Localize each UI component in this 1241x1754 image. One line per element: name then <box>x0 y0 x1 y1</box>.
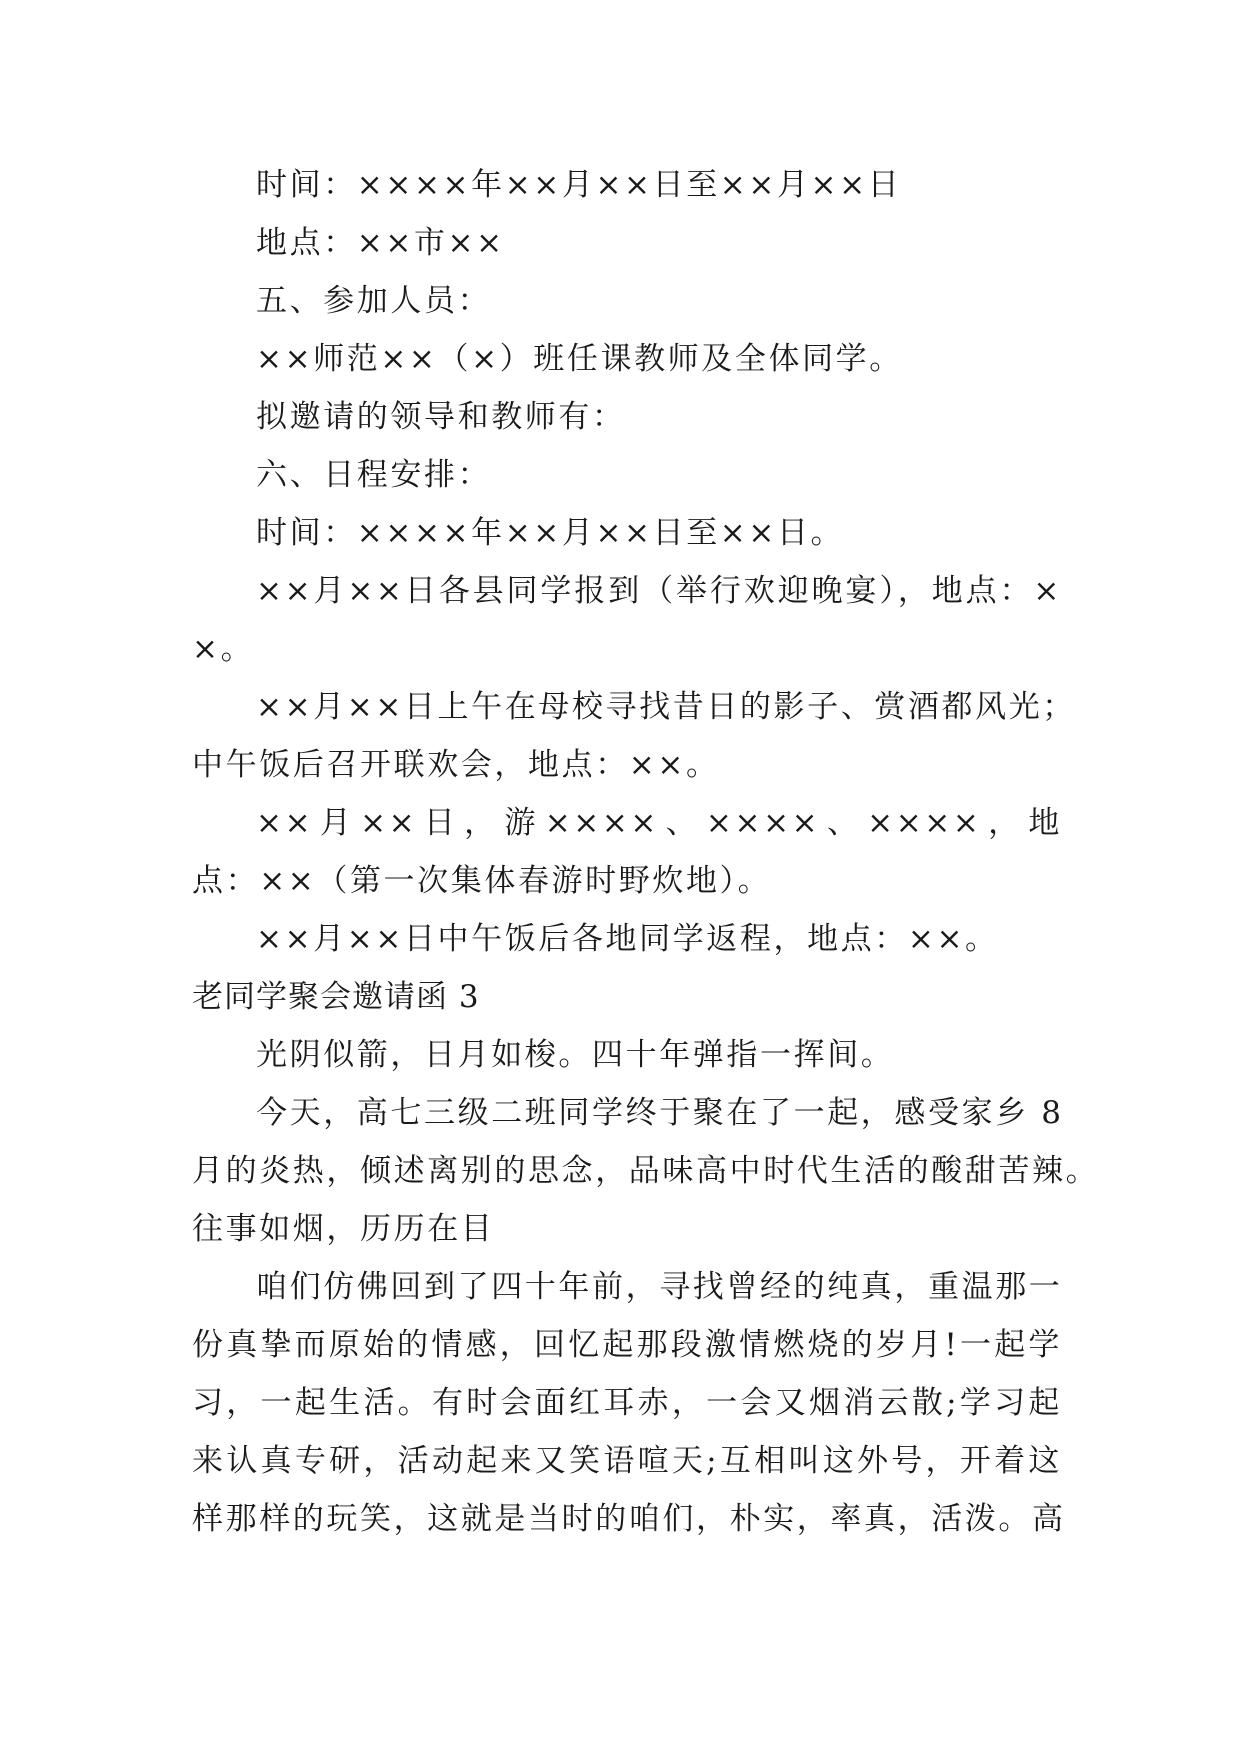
text-line: 月的炎热，倾述离别的思念，品味高中时代生活的酸甜苦辣。 <box>192 1153 1100 1189</box>
text-line: 往事如烟，历历在目 <box>192 1211 495 1247</box>
text-line: 五、参加人员： <box>256 283 492 319</box>
text-line: 点：××（第一次集体春游时野炊地）。 <box>192 863 772 899</box>
text-line: 地点：××市×× <box>256 225 505 261</box>
text-line: 时间：××××年××月××日至××日。 <box>256 515 845 551</box>
text-line: 习，一起生活。有时会面红耳赤，一会又烟消云散;学习起 <box>192 1385 1062 1421</box>
text-line: ××月××日，游××××、××××、××××，地 <box>256 805 1062 841</box>
text-line: 时间：××××年××月××日至××月××日 <box>256 167 902 203</box>
text-line: 六、日程安排： <box>256 457 492 493</box>
text-line: ××师范××（×）班任课教师及全体同学。 <box>256 341 903 377</box>
text-line: 中午饭后召开联欢会，地点：××。 <box>192 747 720 783</box>
text-line: 光阴似箭，日月如梭。四十年弹指一挥间。 <box>256 1037 895 1073</box>
text-line: ×。 <box>192 631 255 667</box>
section-heading: 老同学聚会邀请函 3 <box>192 979 480 1015</box>
text-line: ××月××日上午在母校寻找昔日的影子、赏酒都风光； <box>256 689 1076 725</box>
text-line: ××月××日中午饭后各地同学返程，地点：××。 <box>256 921 999 957</box>
text-line: 样那样的玩笑，这就是当时的咱们，朴实，率真，活泼。高 <box>192 1501 1066 1537</box>
text-line: 拟邀请的领导和教师有： <box>256 399 626 435</box>
text-line: 咱们仿佛回到了四十年前，寻找曾经的纯真，重温那一 <box>256 1269 1063 1305</box>
text-line: ××月××日各县同学报到（举行欢迎晚宴），地点：× <box>256 573 1062 609</box>
text-line: 来认真专研，活动起来又笑语喧天;互相叫这外号，开着这 <box>192 1443 1062 1479</box>
text-line: 份真挚而原始的情感，回忆起那段激情燃烧的岁月!一起学 <box>192 1327 1062 1363</box>
text-line: 今天，高七三级二班同学终于聚在了一起，感受家乡 8 <box>256 1095 1064 1131</box>
